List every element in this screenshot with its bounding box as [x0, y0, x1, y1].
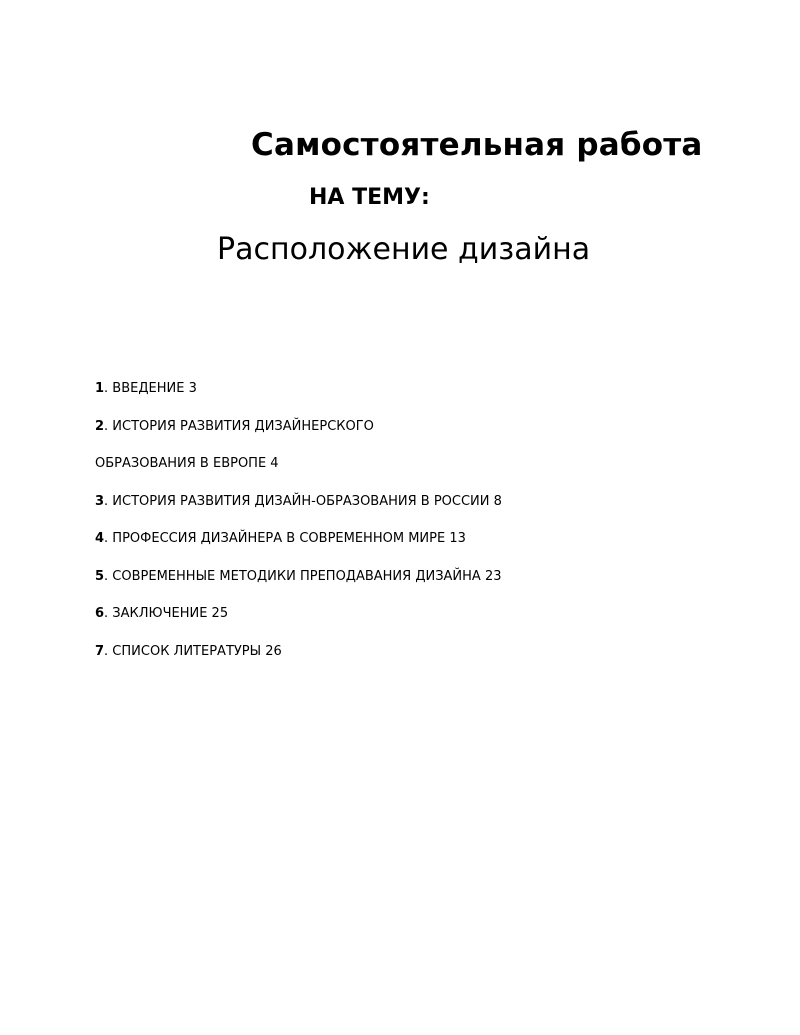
toc-item-teaching-methods — [95, 569, 502, 607]
toc-item-text: . ИСТОРИЯ РАЗВИТИЯ ДИЗАЙНЕРСКОГО — [104, 418, 374, 434]
document-subtitle: НА ТЕМУ: — [309, 185, 430, 210]
toc-item-number: 4 — [95, 531, 105, 546]
toc-item-number: 5 — [95, 568, 105, 584]
toc-item-history-europe — [95, 419, 502, 457]
toc-item-text: . ИСТОРИЯ РАЗВИТИЯ ДИЗАЙН-ОБРАЗОВАНИЯ В РОССИИ 8 — [104, 493, 502, 509]
toc-item-text: . СПИСОК ЛИТЕРАТУРЫ 26 — [104, 643, 282, 659]
toc-item-text: ОБРАЗОВАНИЯ В ЕВРОПЕ 4 — [95, 456, 279, 471]
toc-item-text: . ЗАКЛЮЧЕНИЕ 25 — [104, 606, 229, 621]
toc-item-history-russia — [95, 494, 502, 532]
toc-item-number: 1 — [95, 381, 105, 396]
toc-item-bibliography — [95, 644, 502, 682]
toc-item-number: 6 — [95, 606, 105, 621]
toc-item-text: . ПРОФЕССИЯ ДИЗАЙНЕРА В СОВРЕМЕННОМ МИРЕ 13 — [104, 531, 466, 546]
document-title: Самостоятельная работа — [251, 127, 703, 163]
toc-item-designer-profession — [95, 531, 502, 569]
toc-item-number: 3 — [95, 493, 105, 509]
toc-item-introduction — [95, 381, 502, 419]
toc-item-history-europe-continued — [95, 456, 502, 494]
document-topic: Расположение дизайна — [217, 232, 591, 267]
toc-item-number: 2 — [95, 418, 105, 434]
toc-item-number: 7 — [95, 643, 105, 659]
toc-item-conclusion — [95, 606, 502, 644]
table-of-contents — [95, 381, 502, 681]
toc-item-text: . ВВЕДЕНИЕ 3 — [104, 381, 197, 396]
toc-item-text: . СОВРЕМЕННЫЕ МЕТОДИКИ ПРЕПОДАВАНИЯ ДИЗАЙНА 23 — [104, 568, 502, 584]
